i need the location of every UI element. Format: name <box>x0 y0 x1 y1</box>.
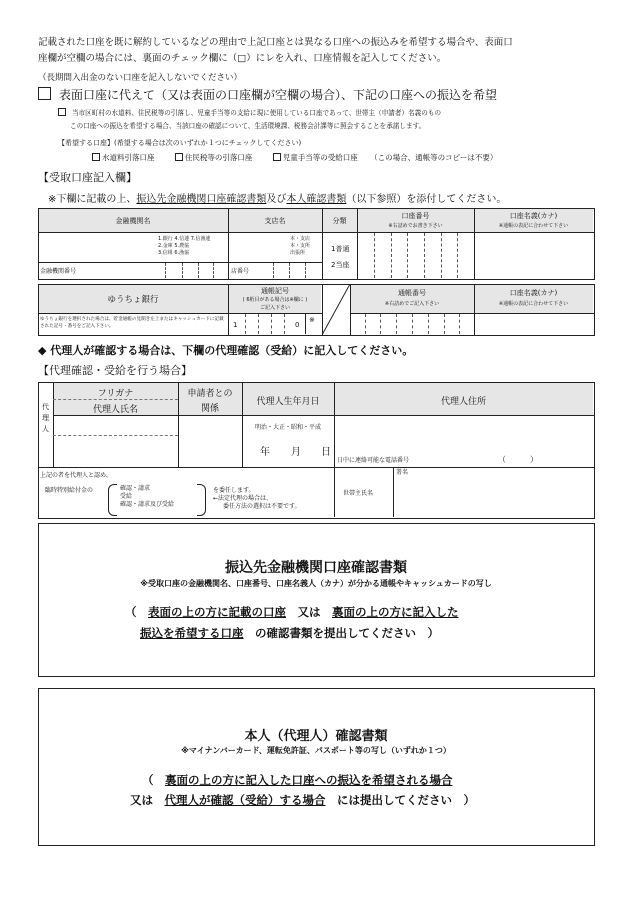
delegate-text: を委任します。 ←法定代理の場合は、 委任方法の選択は不要です。 <box>213 487 301 510</box>
option-child-allowance[interactable]: 児童手当等の受給口座 <box>273 153 358 162</box>
symbol-note: ( 6桁目がある場合は※欄に ) <box>242 297 308 303</box>
account-docs-note: ※受取口座の金融機関名、口座番号、口座名義人（カナ）が分かる通帳やキャッシュカードの写し <box>140 579 492 588</box>
account-holder-header: 口座名義(カナ) <box>509 212 558 220</box>
account-docs-box <box>38 523 595 677</box>
account-docs-line-1: （ 表面の上の方に記載の口座 又は 裏面の上の方に記入した <box>125 605 459 619</box>
delegate-intro: 上記の者を代理人と認め、 <box>40 472 112 479</box>
option-resident-tax[interactable]: 住民税等の引落口座 <box>175 153 253 162</box>
symbol-prefix: 1 <box>233 321 238 329</box>
yucho-holder-header: 口座名義(カナ) <box>509 289 558 297</box>
type-options: 1普通 2当座 <box>331 245 350 269</box>
identity-docs-line-1: （ 裏面の上の方に記入した口座への振込を希望される場合 <box>142 773 453 787</box>
delegate-options: 確認・請求 受給 確認・請求及び受給 <box>120 485 175 508</box>
option-water[interactable]: 水道料引落口座 <box>92 153 155 162</box>
yucho-diagonal <box>322 284 350 335</box>
delegate-benefit: 臨時特別給付金の <box>45 487 94 494</box>
options-note: （この場合、通帳等のコピーは不要） <box>370 153 498 162</box>
birthdate-header: 代理人生年月日 <box>256 397 320 407</box>
proxy-section-title: 【代理確認・受給を行う場合】 <box>38 364 192 377</box>
branch-kinds: 本・支店 本・支所 出張所 <box>290 236 311 256</box>
bank-kinds: 1.銀行 4.信連 7.信漁連 2.金庫 5.農協 3.信組 6.漁協 <box>158 236 211 256</box>
symbol-suffix: 0 <box>295 321 300 329</box>
type-header: 分類 <box>332 217 347 225</box>
alt-account-heading <box>38 87 497 103</box>
consent-checkbox[interactable] <box>58 108 66 116</box>
intro-line-2: 座欄が空欄の場合には、裏面のチェック欄に（□）にレを入れ、口座情報を記入してください。 <box>38 53 447 64</box>
month-label: 月 <box>291 447 301 458</box>
symbol-header: 通帳記号 <box>261 287 289 295</box>
receive-instruction: ※下欄に記載の上、振込先金融機関口座確認書類及び本人確認書類（以下参照）を添付してください。 <box>48 194 507 205</box>
symbol-mark: ※ <box>309 316 315 324</box>
passbook-number-header: 通帳番号 <box>398 289 426 297</box>
proxy-side-label: 代 理 人 <box>42 403 49 433</box>
identity-docs-title: 本人（代理人）確認書類 <box>244 729 388 744</box>
branch-code-label: 店番号 <box>231 268 250 275</box>
phone-parens: （ ） <box>498 455 538 464</box>
year-label: 年 <box>260 447 270 458</box>
branch-name-header: 支店名 <box>264 217 286 225</box>
account-number-header: 口座番号 <box>401 212 430 220</box>
proxy-notice: ◆ 代理人が確認する場合は、下欄の代理確認（受給）に記入してください。 <box>38 344 414 357</box>
account-options <box>92 152 497 163</box>
sign-label: 署名 <box>396 469 409 476</box>
alt-account-heading-text: 表面口座に代えて（又は表面の口座欄が空欄の場合）、下記の口座への振込を希望 <box>59 88 498 102</box>
identity-docs-note: ※マイナンバーカード、運転免許証、パスポート等の写し（いずれか１つ） <box>181 746 451 755</box>
identity-docs-line-2: 又は 代理人が確認（受給）する場合 には提出してください ） <box>130 793 475 807</box>
receive-section-title: 【受取口座記入欄】 <box>38 171 137 184</box>
account-holder-note: ※通帳の表記に合わせて下さい <box>498 223 569 229</box>
relation-header: 申請者との 関係 <box>187 389 233 414</box>
intro-line-1: 記載された口座を既に解約しているなどの理由で上記口座とは異なる口座への振込みを希望する場合や、表面口 <box>38 37 513 48</box>
account-docs-line-2: 振込を希望する口座 の確認書類を提出してください ） <box>140 626 439 640</box>
proxy-name-header: 代理人氏名 <box>92 405 138 415</box>
yucho-header: ゆうちょ銀行 <box>107 295 159 305</box>
phone-label: 日中に連絡可能な電話番号 <box>337 457 410 464</box>
day-label: 日 <box>321 447 331 458</box>
consent-text: 当市区町村の水道料、住民税等の引落し、児童手当等の支給に現に使用している口座であって、世帯主（申請者）名義のもの この口座への振込を希望する場合、当該口座の確認について、生活環境課、税務会計課等に照会することを承諾します。 <box>58 108 618 131</box>
address-header: 代理人住所 <box>440 397 486 407</box>
account-number-note: ※右詰めでお書き下さい <box>388 223 443 229</box>
era-options: 明治・大正・昭和・平成 <box>254 424 321 431</box>
alt-account-checkbox[interactable] <box>38 87 51 100</box>
choose-label: 【希望する口座】(希望する場合は次のいずれか１つにチェックしてください) <box>58 139 302 147</box>
bank-name-header: 金融機関名 <box>115 217 151 225</box>
intro-line-3: （長期間入出金のない口座を記入しないでください） <box>38 73 243 83</box>
furigana-header: フリガナ <box>97 389 134 399</box>
account-docs-title: 振込先金融機関口座確認書類 <box>225 560 407 576</box>
householder-label: 世帯主氏名 <box>343 490 374 497</box>
passbook-number-note: ※右詰めでご記入下さい <box>384 301 440 307</box>
yucho-note: ゆうちょ銀行を選択された場合は、貯金通帳の見開き左上またはキャッシュカードに記載された記号・番号をご記入下さい。 <box>40 317 224 329</box>
bank-code-label: 金融機関番号 <box>40 268 77 275</box>
symbol-note-2: ご記入下さい <box>259 305 290 311</box>
yucho-holder-note: ※通帳の表記に合わせて下さい <box>498 301 569 307</box>
identity-docs-box <box>38 688 595 846</box>
